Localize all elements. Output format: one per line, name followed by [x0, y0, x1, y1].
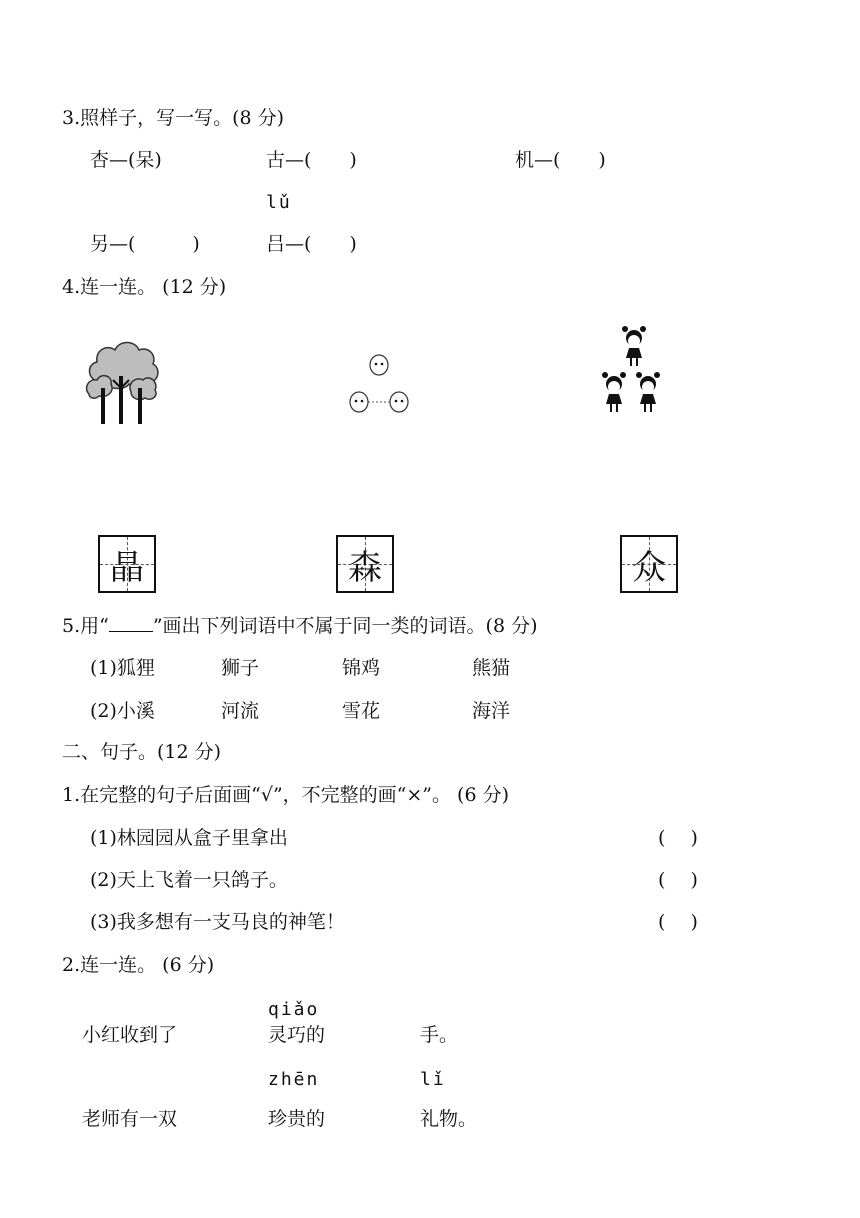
q5-word[interactable]: 锦鸡: [342, 657, 381, 679]
q3-item-1: 杏—(呆): [90, 149, 162, 171]
q5-title-post: ”画出下列词语中不属于同一类的词语。(8 分): [152, 615, 538, 637]
char-sen: 森: [348, 547, 382, 588]
q3-item-5: 吕—( ): [266, 233, 357, 255]
q3-title: 3.照样子，写一写。(8 分): [62, 107, 285, 129]
q5-word[interactable]: (1)狐狸: [90, 657, 155, 679]
middle-phrase-2[interactable]: 珍贵的: [268, 1108, 326, 1130]
answer-paren-2[interactable]: ( ): [658, 869, 698, 891]
sentence-3: (3)我多想有一支马良的神笔！: [90, 911, 345, 933]
q3-item-2: 古—( ): [266, 149, 357, 171]
s2-q1-title: 1.在完整的句子后面画“√”，不完整的画“×”。 (6 分): [62, 784, 510, 806]
q5-word[interactable]: (2)小溪: [90, 700, 155, 722]
three-people-icon: [598, 324, 670, 424]
q5-word[interactable]: 狮子: [221, 657, 260, 679]
q5-word[interactable]: 海洋: [472, 700, 511, 722]
q5-word[interactable]: 雪花: [342, 700, 381, 722]
answer-paren-1[interactable]: ( ): [658, 827, 698, 849]
sentence-2: (2)天上飞着一只鸽子。: [90, 869, 288, 891]
trees-icon: [85, 336, 160, 426]
q3-item-3: 机—( ): [515, 149, 606, 171]
three-faces-icon: [348, 352, 410, 414]
pinyin-qiao: qiǎo: [268, 999, 320, 1020]
sentence-1: (1)林园园从盒子里拿出: [90, 827, 288, 849]
q5-title: [62, 613, 538, 638]
q4-title: 4.连一连。 (12 分): [62, 276, 227, 298]
left-phrase-1[interactable]: 小红收到了: [82, 1024, 178, 1046]
q5-title-pre: 5.用“: [62, 615, 109, 637]
char-box-jing[interactable]: [98, 535, 156, 593]
char-zhong: 众: [632, 547, 666, 588]
right-phrase-1[interactable]: 手。: [420, 1024, 459, 1046]
right-phrase-2[interactable]: 礼物。: [420, 1108, 478, 1130]
q3-item-4: 另—( ): [90, 233, 200, 255]
middle-phrase-1[interactable]: 灵巧的: [268, 1024, 326, 1046]
pinyin-li: lǐ: [420, 1069, 446, 1090]
s2-q2-title: 2.连一连。 (6 分): [62, 954, 215, 976]
pinyin-zhen: zhēn: [268, 1069, 320, 1090]
section2-title: 二、句子。(12 分): [62, 741, 222, 763]
underline-blank: [109, 613, 153, 632]
q5-word[interactable]: 熊猫: [472, 657, 511, 679]
char-jing: 晶: [110, 547, 144, 588]
char-box-zhong[interactable]: [620, 535, 678, 593]
q5-word[interactable]: 河流: [221, 700, 260, 722]
answer-paren-3[interactable]: ( ): [658, 911, 698, 933]
left-phrase-2[interactable]: 老师有一双: [82, 1108, 178, 1130]
char-box-sen[interactable]: [336, 535, 394, 593]
q3-pinyin: lǔ: [266, 192, 292, 213]
